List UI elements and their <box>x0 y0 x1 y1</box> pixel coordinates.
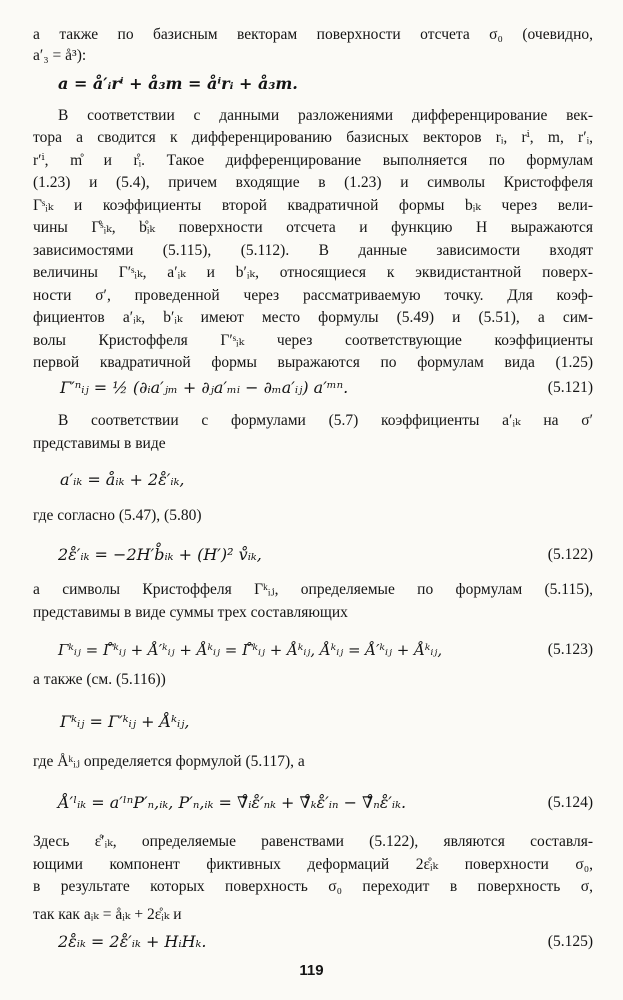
text-line: так как aᵢₖ = åᵢₖ + 2ε̊ᵢₖ и <box>33 906 182 923</box>
text-line: Γˢᵢₖ и коэффициенты второй квадратичной формы bᵢₖ через вели- <box>33 197 593 214</box>
equation-number: (5.124) <box>547 794 593 811</box>
text-line: фициентов a′ᵢₖ, b′ᵢₖ имеют место формулы (5.49) и (5.51), а сим- <box>33 309 593 326</box>
text-line: чины Γ̊ˢᵢₖ, b̊ᵢₖ поверхности отсчета и функцию H выражаются <box>33 219 593 236</box>
equation-number: (5.122) <box>547 546 593 563</box>
text-line: r′ⁱ, m̊ и r̊ᵢ. Такое дифференцирование выполняется по формулам <box>33 152 593 169</box>
equation: Γ′ⁿᵢⱼ = ½ (∂ᵢa′ⱼₘ + ∂ⱼa′ₘᵢ − ∂ₘa′ᵢⱼ) a′ᵐⁿ. <box>60 378 349 397</box>
text-line: где согласно (5.47), (5.80) <box>33 507 202 524</box>
text-line: а символы Кристоффеля Γᵏᵢⱼ, определяемые по формулам (5.115), <box>33 581 593 598</box>
equation: a = å′ᵢrⁱ + å₃m = åⁱrᵢ + å₃m. <box>58 74 298 93</box>
text-line: волы Кристоффеля Γ′ˢᵢₖ через соответствующие коэффициенты <box>33 332 593 349</box>
text-line: тора a сводится к дифференцированию базисных векторов rᵢ, rⁱ, m, r′ᵢ, <box>33 129 593 146</box>
page-number: 119 <box>299 962 324 979</box>
equation-number: (5.121) <box>547 379 593 396</box>
text-line: представимы в виде <box>33 435 166 452</box>
equation: 2ε̊′ᵢₖ = −2H′b̊ᵢₖ + (H′)² v̊ᵢₖ, <box>58 545 262 564</box>
equation: Γᵏᵢⱼ = Γ̊ᵏᵢⱼ + Å′ᵏᵢⱼ + Åᵏᵢⱼ = Γ̊ᵏᵢⱼ + Åᵏᵢⱼ, Åᵏᵢⱼ = Å′ᵏᵢⱼ + Åᵏᵢⱼ, <box>58 641 443 659</box>
text-line: a′₃ = å³): <box>33 47 87 64</box>
text-line: ности σ′, проведенной через рассматриваемую точку. Для коэф- <box>33 287 593 304</box>
text-line: Здесь ε̊′ᵢₖ, определяемые равенствами (5.122), являются составля- <box>33 833 593 850</box>
equation-number: (5.123) <box>547 641 593 658</box>
equation: 2ε̊ᵢₖ = 2ε̊′ᵢₖ + HᵢHₖ. <box>58 932 207 951</box>
equation: a′ᵢₖ = åᵢₖ + 2ε̊′ᵢₖ, <box>60 470 185 489</box>
text-line: где Åᵏᵢⱼ определяется формулой (5.117), а <box>33 753 305 770</box>
text-line: первой квадратичной формы выражаются по формулам вида (1.25) <box>33 354 593 371</box>
text-line: а также (см. (5.116)) <box>33 671 166 688</box>
text-line: а также по базисным векторам поверхности отсчета σ₀ (очевидно, <box>33 26 593 43</box>
text-line: (1.23) и (5.4), причем входящие в (1.23) и символы Кристоффеля <box>33 174 593 191</box>
text-line: представимы в виде суммы трех составляющих <box>33 604 348 621</box>
text-line: В соответствии с данными разложениями дифференцирование век- <box>58 107 593 124</box>
equation: Å′ˡᵢₖ = a′ˡⁿP′ₙ,ᵢₖ, P′ₙ,ᵢₖ = ∇̊ᵢε̊′ₙₖ + ∇̊ₖε̊′ᵢₙ − ∇̊ₙε̊′ᵢₖ. <box>58 793 407 812</box>
text-line: в результате которых поверхность σ₀ переходит в поверхность σ, <box>33 878 593 895</box>
equation: Γᵏᵢⱼ = Γ′ᵏᵢⱼ + Åᵏᵢⱼ, <box>60 712 190 731</box>
text-line: величины Γ′ˢᵢₖ, a′ᵢₖ и b′ᵢₖ, относящиеся к эквидистантной поверх- <box>33 264 593 281</box>
text-line: В соответствии с формулами (5.7) коэффициенты a′ᵢₖ на σ′ <box>58 412 593 429</box>
text-line: ющими компонент фиктивных деформаций 2ε̊ᵢₖ поверхности σ₀, <box>33 856 593 873</box>
equation-number: (5.125) <box>547 933 593 950</box>
text-line: зависимостями (5.115), (5.112). В данные зависимости входят <box>33 242 593 259</box>
